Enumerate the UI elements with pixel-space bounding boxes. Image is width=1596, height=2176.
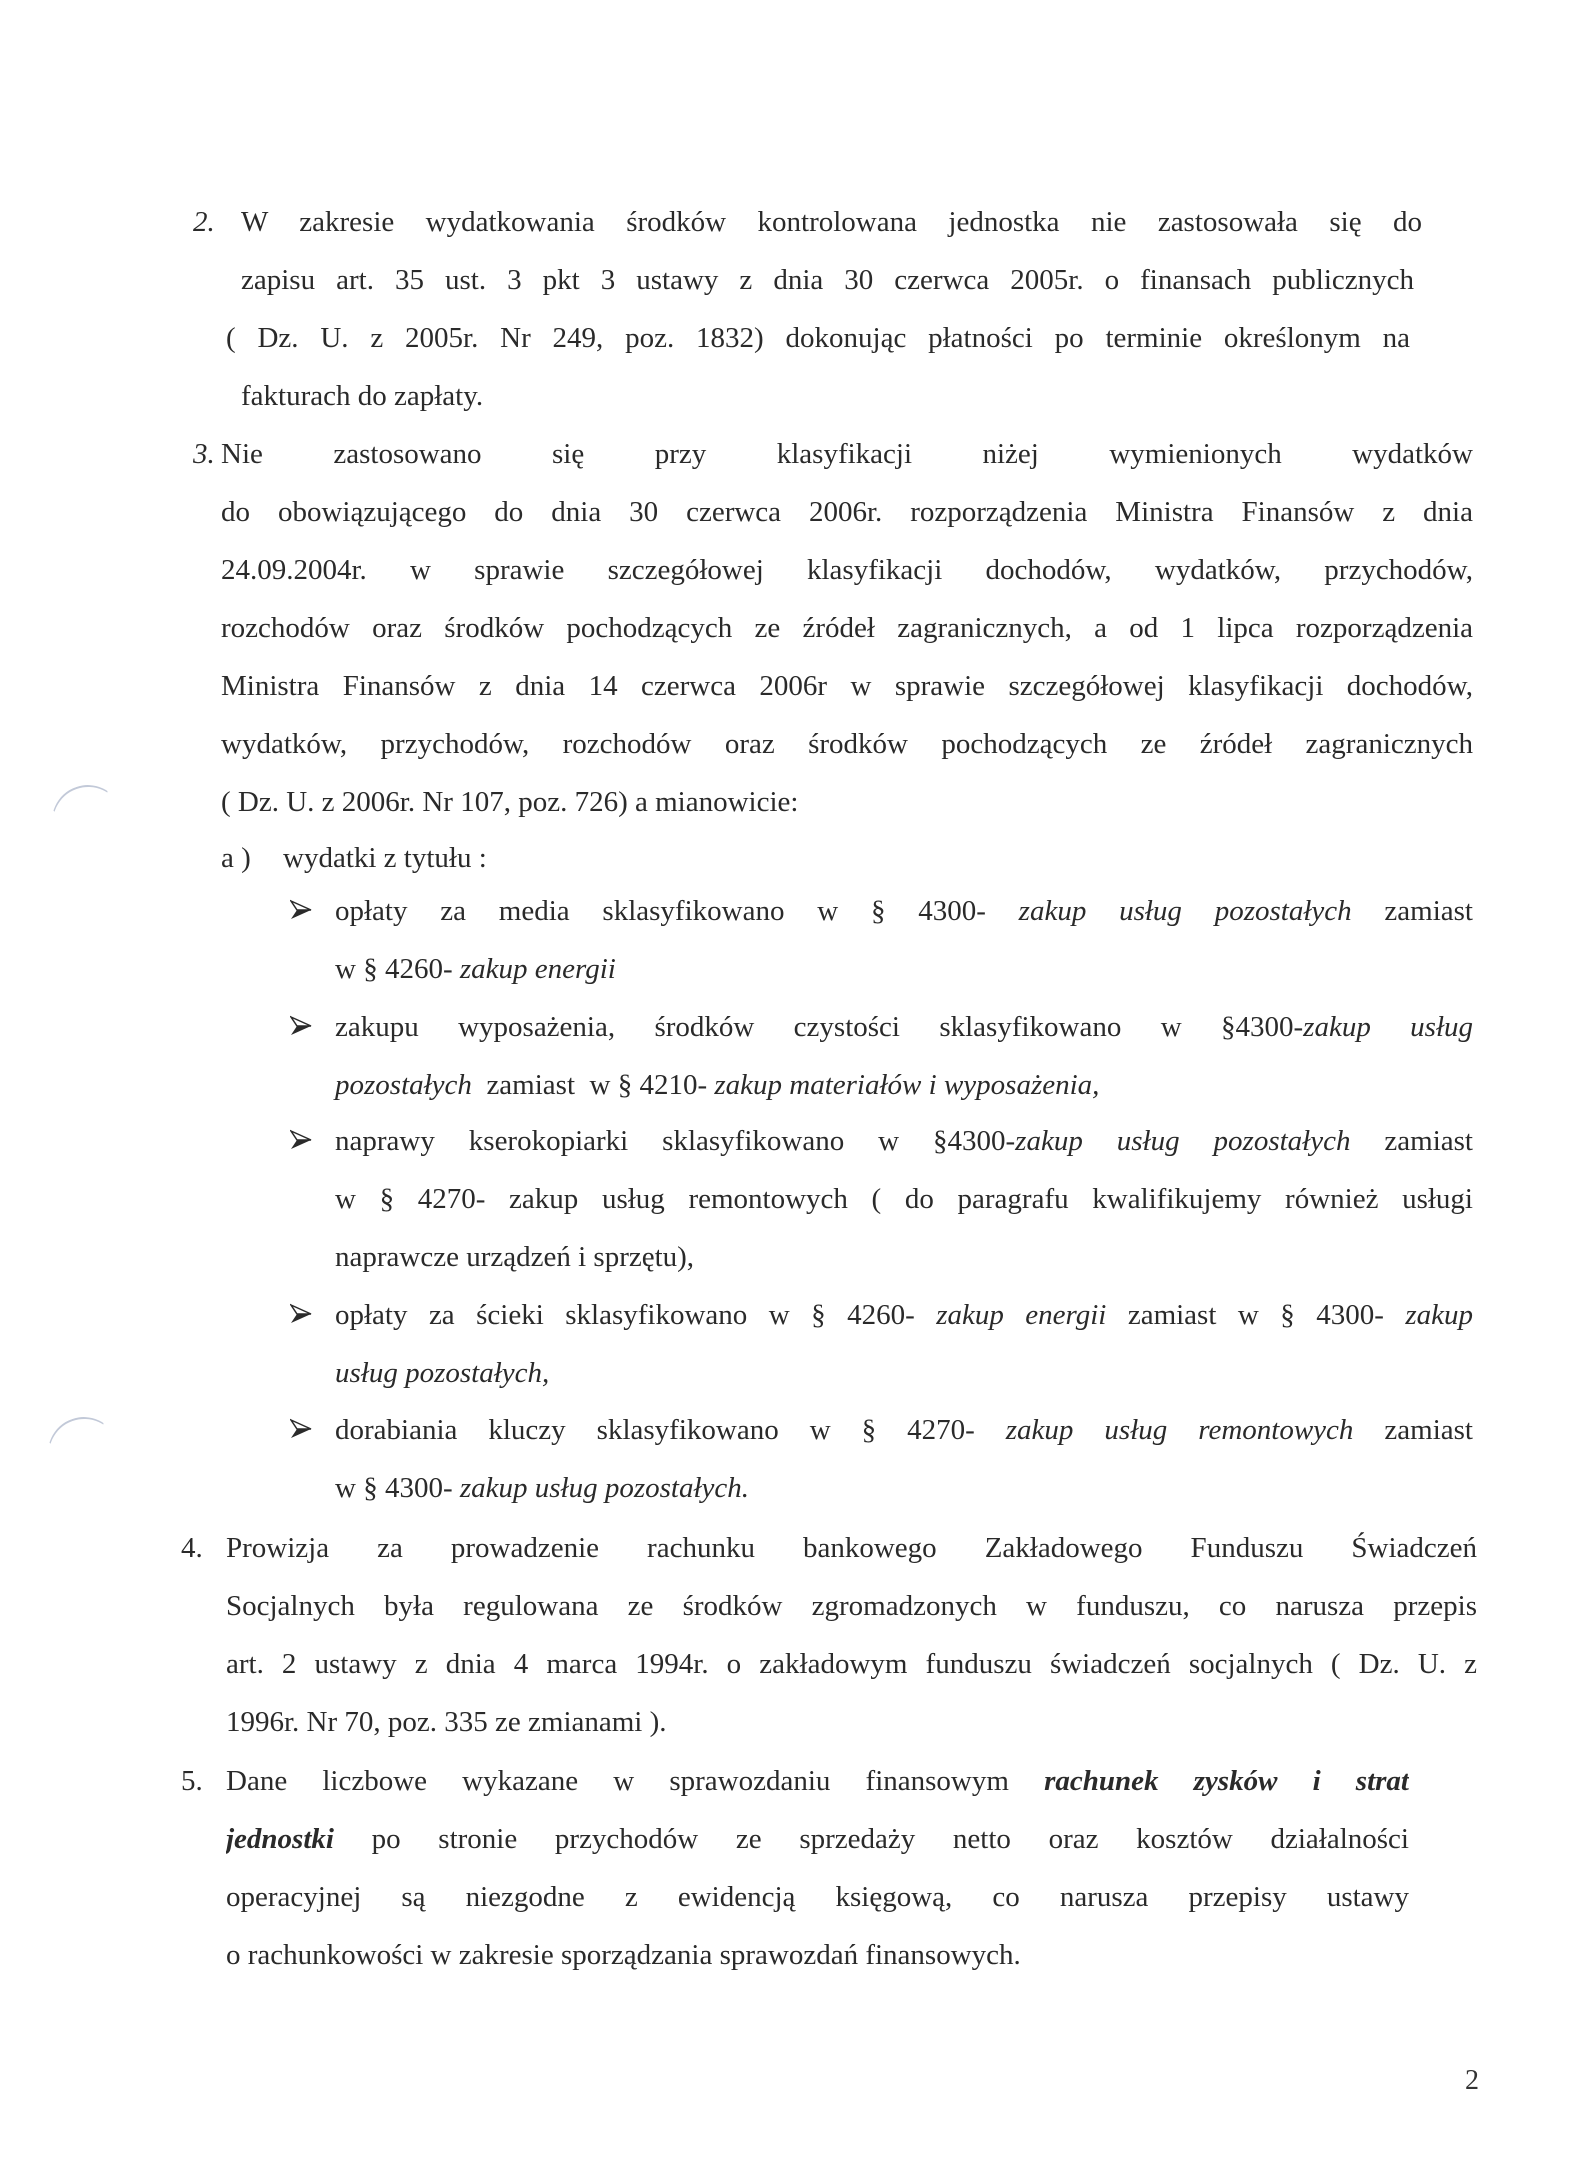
italic-text-run: zakup energii — [936, 1299, 1107, 1331]
item-number: 4. — [181, 1532, 203, 1564]
arrowhead-bullet-icon — [290, 1015, 312, 1037]
paragraph-line — [335, 951, 616, 987]
text-run: zamiast — [1353, 1414, 1473, 1446]
punch-hole-mark — [38, 1407, 131, 1500]
italic-text-run: zakup usług pozostałych. — [459, 1472, 750, 1504]
paragraph-line: art. 2 ustawy z dnia 4 marca 1994r. o zakładowym funduszu świadczeń socjalnych ( Dz. U. z — [226, 1648, 1477, 1680]
text-run: opłaty za ścieki sklasyfikowano w § 4260- — [335, 1299, 937, 1331]
paragraph-line: ( Dz. U. z 2005r. Nr 249, poz. 1832) dokonując płatności po terminie określonym na — [226, 322, 1410, 354]
text-run: Dane liczbowe wykazane w sprawozdaniu finansowym — [226, 1765, 1045, 1797]
italic-text-run: zakup usług pozostałych — [1015, 1125, 1351, 1157]
italic-text-run: usług pozostałych, — [335, 1357, 550, 1389]
item-number: 2. — [193, 206, 215, 238]
paragraph-line — [335, 893, 1473, 929]
bold-italic-text-run: jednostki — [226, 1823, 334, 1855]
paragraph-line — [335, 1355, 549, 1391]
text-run: zamiast w § 4300- — [1106, 1299, 1406, 1331]
italic-text-run: zakup usług — [1303, 1011, 1473, 1043]
arrowhead-bullet-icon — [290, 899, 312, 921]
paragraph-line: do obowiązującego do dnia 30 czerwca 2006r. rozporządzenia Ministra Finansów z dnia — [221, 496, 1473, 528]
italic-text-run: zakup usług remontowych — [1005, 1414, 1354, 1446]
subsection-title: wydatki z tytułu : — [283, 842, 487, 874]
text-run: zamiast w § 4210- — [471, 1069, 715, 1101]
italic-text-run: zakup — [1405, 1299, 1473, 1331]
paragraph-line: 24.09.2004r. w sprawie szczegółowej klasyfikacji dochodów, wydatków, przychodów, — [221, 554, 1473, 586]
bold-italic-text-run: rachunek zysków i strat — [1044, 1765, 1409, 1797]
paragraph-line: fakturach do zapłaty. — [241, 380, 484, 412]
arrowhead-bullet-icon — [290, 1129, 312, 1151]
paragraph-line — [335, 1123, 1473, 1159]
text-run: zakupu wyposażenia, środków czystości sklasyfikowano w §4300- — [335, 1011, 1304, 1043]
item-number: 3. — [193, 438, 215, 470]
paragraph-line: rozchodów oraz środków pochodzących ze źródeł zagranicznych, a od 1 lipca rozporządzenia — [221, 612, 1473, 644]
paragraph-line — [335, 1297, 1473, 1333]
text-run: zamiast — [1351, 895, 1473, 927]
italic-text-run: zakup usług pozostałych — [1018, 895, 1352, 927]
page-number: 2 — [1465, 2065, 1479, 2096]
paragraph-line: operacyjnej są niezgodne z ewidencją księgową, co narusza przepisy ustawy — [226, 1881, 1409, 1913]
paragraph-line: naprawcze urządzeń i sprzętu), — [335, 1241, 695, 1273]
text-run: naprawy kserokopiarki sklasyfikowano w §4300- — [335, 1125, 1016, 1157]
paragraph-line: o rachunkowości w zakresie sporządzania sprawozdań finansowych. — [226, 1939, 1021, 1971]
paragraph-line: ( Dz. U. z 2006r. Nr 107, poz. 726) a mianowicie: — [221, 786, 799, 818]
paragraph-line — [335, 1067, 1099, 1103]
subsection-label: a ) — [221, 842, 251, 874]
italic-text-run: pozostałych — [335, 1069, 472, 1101]
text-run: opłaty za media sklasyfikowano w § 4300- — [335, 895, 1019, 927]
text-run: dorabiania kluczy sklasyfikowano w § 4270- — [335, 1414, 1006, 1446]
paragraph-line: zapisu art. 35 ust. 3 pkt 3 ustawy z dnia 30 czerwca 2005r. o finansach publicznych — [241, 264, 1414, 296]
text-run: w § 4260- — [335, 953, 460, 985]
paragraph-line: w § 4270- zakup usług remontowych ( do paragrafu kwalifikujemy również usługi — [335, 1183, 1473, 1215]
paragraph-line — [335, 1470, 749, 1506]
paragraph-line — [335, 1009, 1473, 1045]
text-run: po stronie przychodów ze sprzedaży netto oraz kosztów działalności — [333, 1823, 1409, 1855]
paragraph-line — [226, 1763, 1409, 1799]
paragraph-line: 1996r. Nr 70, poz. 335 ze zmianami ). — [226, 1706, 667, 1738]
italic-text-run: zakup energii — [459, 953, 616, 985]
paragraph-line: Socjalnych była regulowana ze środków zgromadzonych w funduszu, co narusza przepis — [226, 1590, 1477, 1622]
paragraph-line: W zakresie wydatkowania środków kontrolowana jednostka nie zastosowała się do — [241, 206, 1422, 238]
item-number: 5. — [181, 1765, 203, 1797]
paragraph-line: wydatków, przychodów, rozchodów oraz środków pochodzących ze źródeł zagranicznych — [221, 728, 1473, 760]
paragraph-line — [226, 1821, 1409, 1857]
italic-text-run: zakup materiałów i wyposażenia, — [714, 1069, 1100, 1101]
arrowhead-bullet-icon — [290, 1303, 312, 1325]
text-run: w § 4300- — [335, 1472, 460, 1504]
paragraph-line: Prowizja za prowadzenie rachunku bankowego Zakładowego Funduszu Świadczeń — [226, 1532, 1477, 1564]
text-run: zamiast — [1350, 1125, 1473, 1157]
punch-hole-mark — [42, 775, 135, 868]
arrowhead-bullet-icon — [290, 1418, 312, 1440]
paragraph-line: Nie zastosowano się przy klasyfikacji niżej wymienionych wydatków — [221, 438, 1473, 470]
paragraph-line — [335, 1412, 1473, 1448]
paragraph-line: Ministra Finansów z dnia 14 czerwca 2006r w sprawie szczegółowej klasyfikacji dochodów, — [221, 670, 1473, 702]
